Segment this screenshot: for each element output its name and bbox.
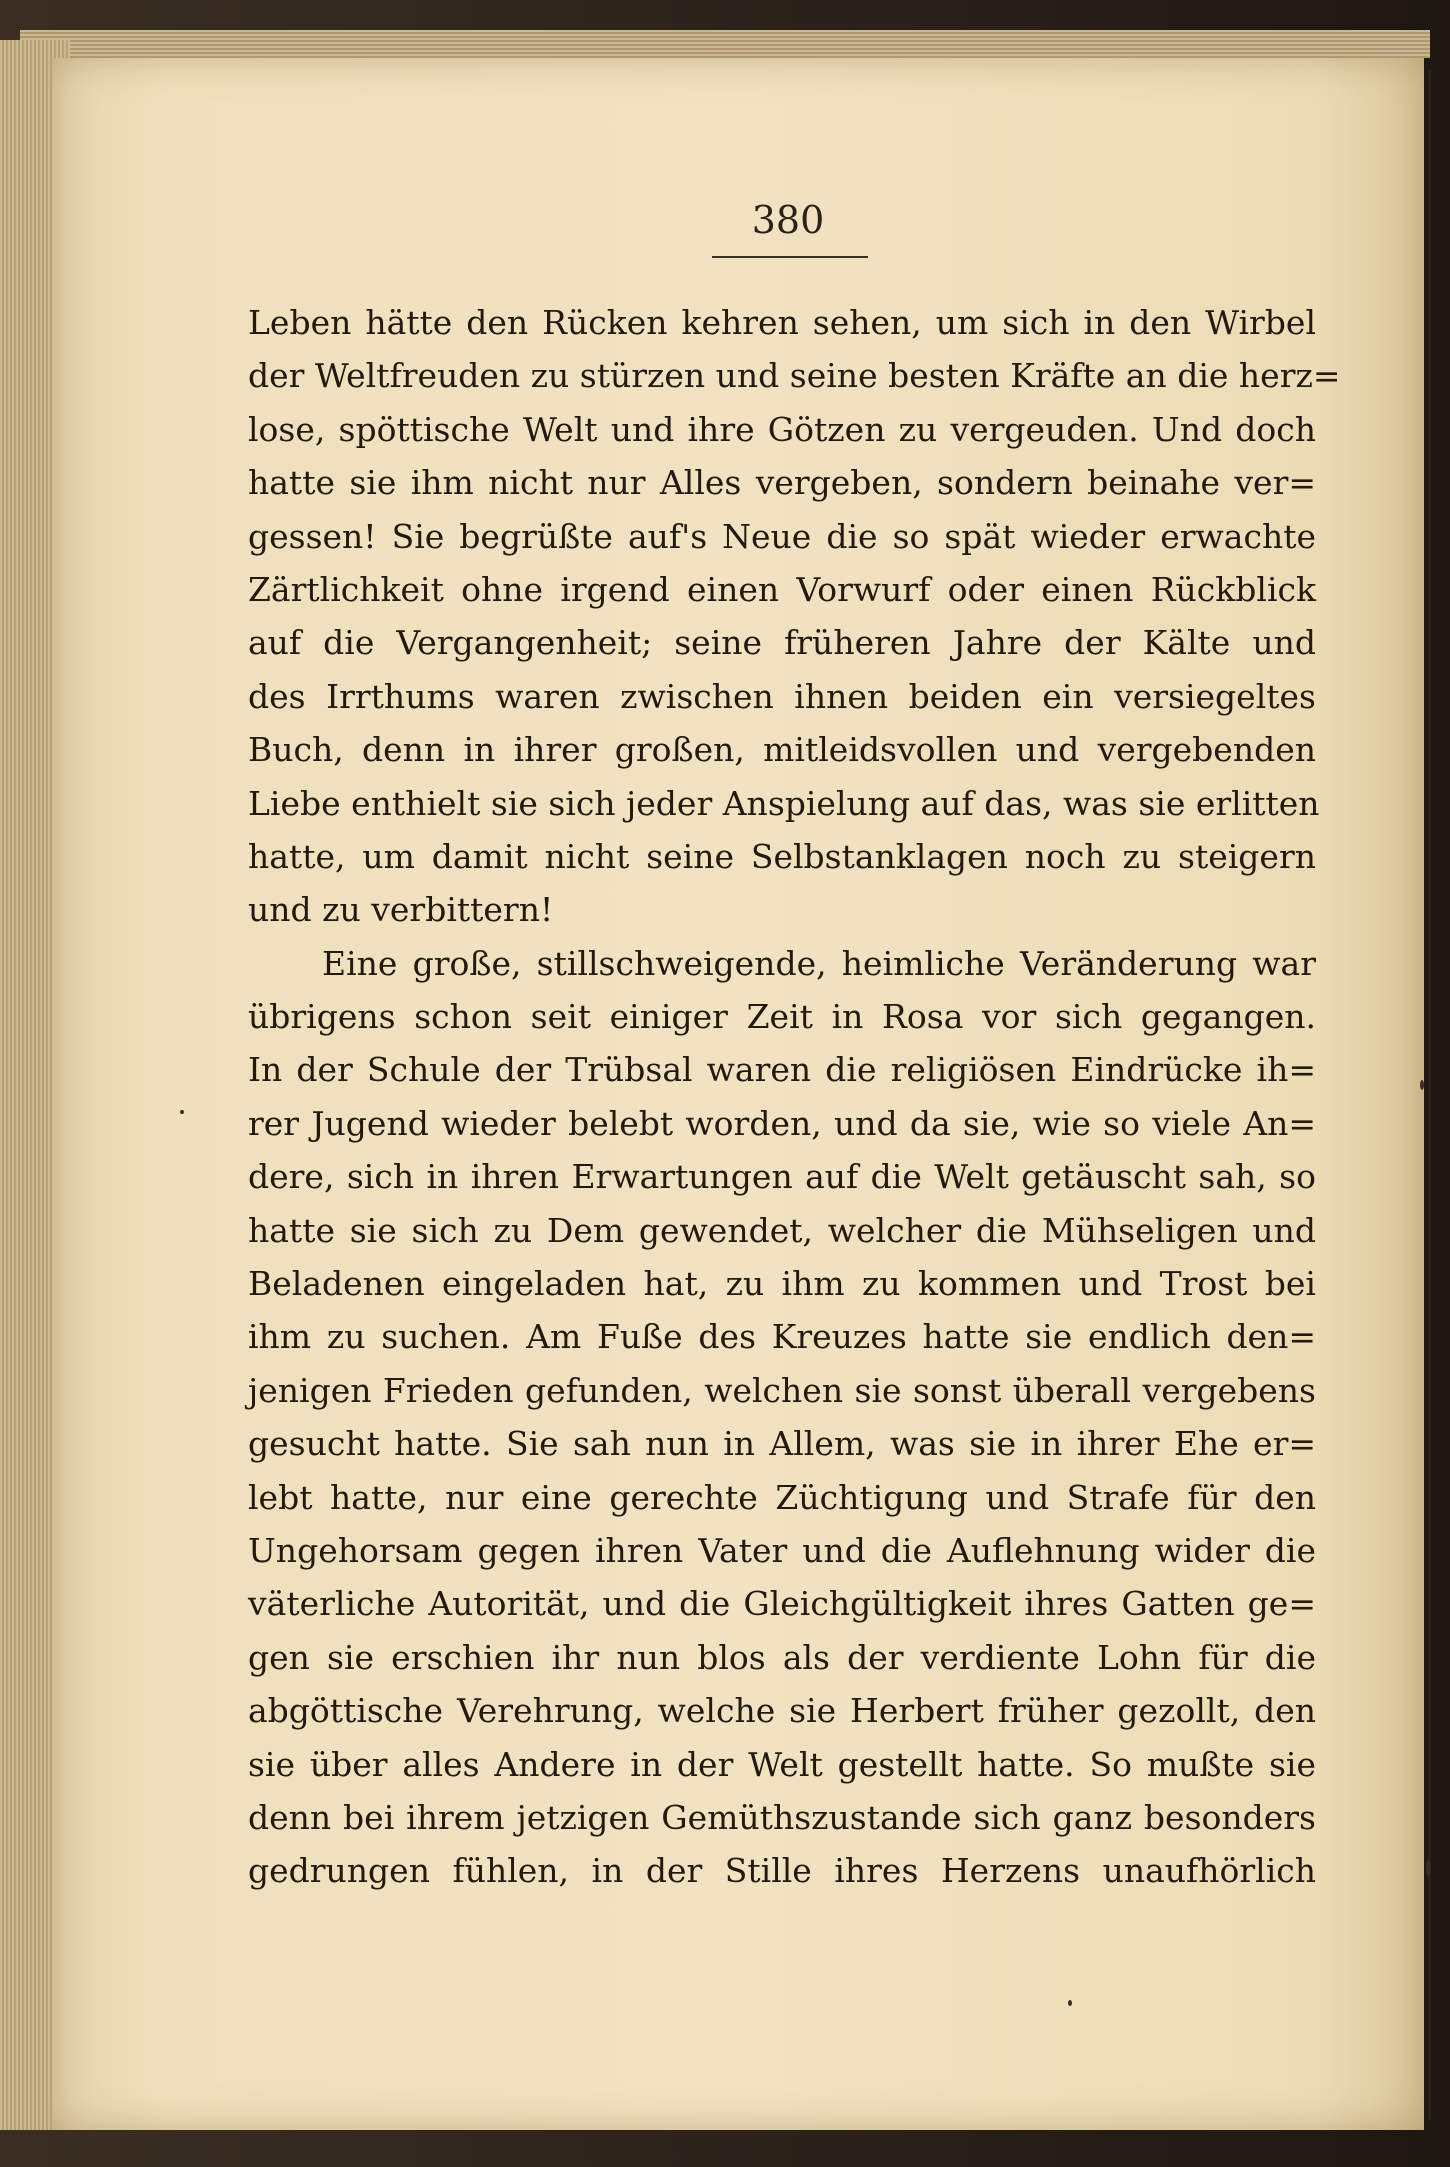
paragraph-start-line: Eine große, stillschweigende, heimliche Veränderung war [322, 943, 1316, 983]
paper-speck [1068, 2000, 1072, 2006]
text-line: Liebe enthielt sie sich jeder Anspielung auf das, was sie erlitten [248, 783, 1320, 823]
text-line: gen sie erschien ihr nun blos als der verdiente Lohn für die [248, 1637, 1316, 1677]
text-line: ihm zu suchen. Am Fuße des Kreuzes hatte sie endlich den= [248, 1317, 1316, 1357]
header-rule [712, 256, 868, 258]
text-line: gessen! Sie begrüßte auf's Neue die so spät wieder erwachte [248, 516, 1316, 556]
text-line: abgöttische Verehrung, welche sie Herbert früher gezollt, den [248, 1691, 1316, 1731]
text-line: väterliche Autorität, und die Gleichgültigkeit ihres Gatten ge= [248, 1584, 1316, 1624]
text-line: hatte, um damit nicht seine Selbstanklagen noch zu steigern [248, 836, 1316, 876]
paper-speck [180, 1110, 184, 1114]
text-line: und zu verbittern! [248, 890, 554, 930]
text-line: auf die Vergangenheit; seine früheren Jahre der Kälte und [248, 623, 1316, 663]
text-line: Leben hätte den Rücken kehren sehen, um sich in den Wirbel [248, 303, 1316, 342]
text-line: Buch, denn in ihrer großen, mitleidsvollen und vergebenden [248, 730, 1316, 770]
text-line: übrigens schon seit einiger Zeit in Rosa vor sich gegangen. [248, 997, 1316, 1037]
paper-speck [1426, 1860, 1431, 1876]
text-line: des Irrthums waren zwischen ihnen beiden ein versiegeltes [248, 676, 1316, 716]
text-line: lose, spöttische Welt und ihre Götzen zu vergeuden. Und doch [248, 409, 1316, 449]
text-line: lebt hatte, nur eine gerechte Züchtigung und Strafe für den [248, 1477, 1316, 1517]
page-number: 380 [751, 198, 825, 242]
text-line: Beladenen eingeladen hat, zu ihm zu kommen und Trost bei [248, 1264, 1316, 1304]
text-line: Zärtlichkeit ohne irgend einen Vorwurf oder einen Rückblick [248, 569, 1316, 609]
text-line: denn bei ihrem jetzigen Gemüthszustande sich ganz besonders [248, 1797, 1316, 1837]
paper-speck [1420, 1080, 1424, 1090]
text-line: gedrungen fühlen, in der Stille ihres Herzens unaufhörlich [248, 1851, 1316, 1891]
text-line: gesucht hatte. Sie sah nun in Allem, was sie in ihrer Ehe er= [248, 1424, 1316, 1464]
text-line: sie über alles Andere in der Welt gestellt hatte. So mußte sie [248, 1744, 1316, 1784]
text-line: In der Schule der Trübsal waren die religiösen Eindrücke ih= [248, 1050, 1316, 1090]
text-line: hatte sie sich zu Dem gewendet, welcher die Mühseligen und [248, 1210, 1316, 1250]
text-line: jenigen Frieden gefunden, welchen sie sonst überall vergebens [248, 1370, 1316, 1410]
text-line: der Weltfreuden zu stürzen und seine besten Kräfte an die herz= [248, 356, 1341, 396]
text-line: hatte sie ihm nicht nur Alles vergeben, sondern beinahe ver= [248, 463, 1316, 503]
page-gutter [1428, 70, 1431, 2120]
text-line: rer Jugend wieder belebt worden, und da sie, wie so viele An= [248, 1103, 1316, 1143]
body-text [248, 296, 1341, 1898]
text-line: Ungehorsam gegen ihren Vater und die Auflehnung wider die [248, 1530, 1316, 1570]
page-stack-top-edge [20, 30, 1430, 58]
text-line: dere, sich in ihren Erwartungen auf die Welt getäuscht sah, so [248, 1157, 1316, 1197]
